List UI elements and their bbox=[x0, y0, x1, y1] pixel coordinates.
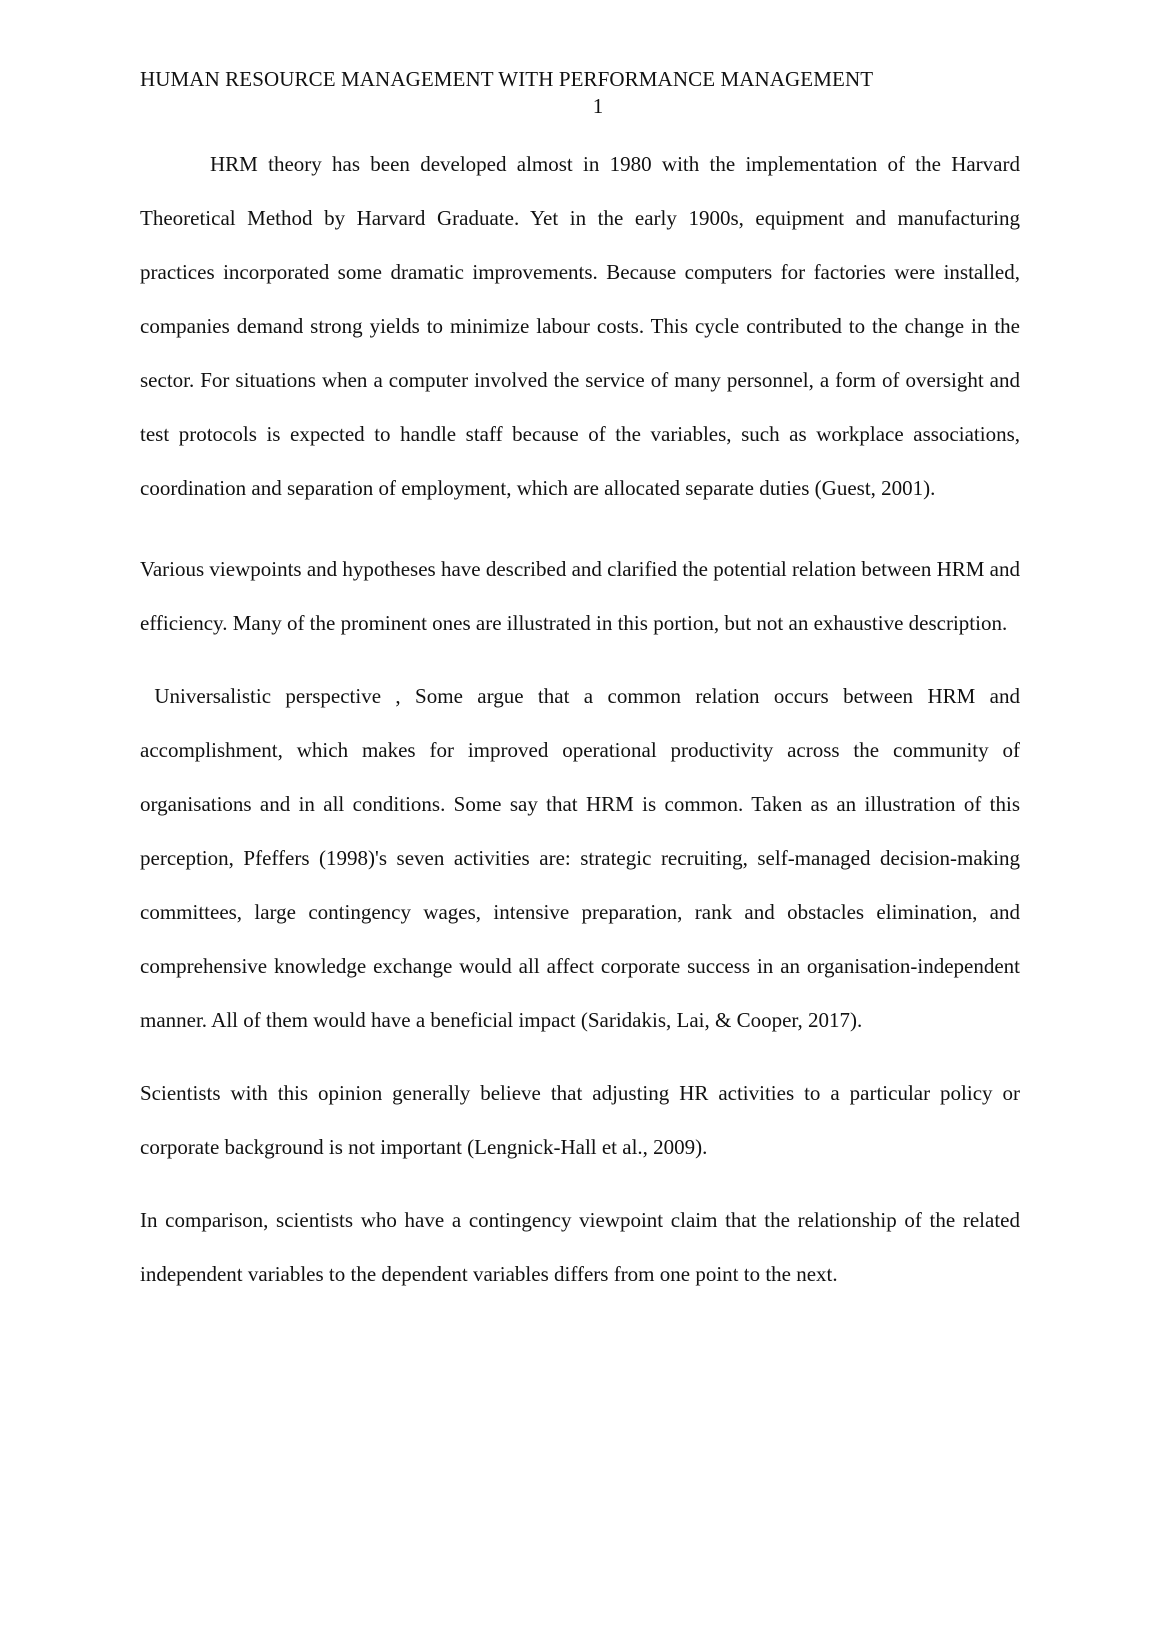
paragraph-hrm-theory: HRM theory has been developed almost in 1980 with the implementation of the Harvard Theoretical Method by Harvard Graduate. Yet in the early 1900s, equipment and manufacturing practices incorporated some dramatic improvements. Because computers for factories were installed, companies demand strong yields to minimize labour costs. This cycle contributed to the change in the sector. For situations when a computer involved the service of many personnel, a form of oversight and test protocols is expected to handle staff because of the variables, such as workplace associations, coordination and separation of employment, which are allocated separate duties (Guest, 2001). bbox=[140, 152, 1020, 500]
paragraph-scientists-opinion: Scientists with this opinion generally believe that adjusting HR activities to a particular policy or corporate background is not important (Lengnick-Hall et al., 2009). bbox=[140, 1081, 1020, 1159]
paragraph-viewpoints: Various viewpoints and hypotheses have described and clarified the potential relation between HRM and efficiency. Many of the prominent ones are illustrated in this portion, but not an exhaustive description. bbox=[140, 557, 1020, 635]
body-text bbox=[140, 137, 1026, 1301]
running-header bbox=[140, 66, 1020, 120]
page-number: 1 bbox=[592, 94, 604, 118]
paragraph-contingency: In comparison, scientists who have a contingency viewpoint claim that the relationship of the related independent variables to the dependent variables differs from one point to the next. bbox=[140, 1208, 1020, 1286]
paragraph-universalistic: Universalistic perspective , Some argue that a common relation occurs between HRM and accomplishment, which makes for improved operational productivity across the community of organisations and in all conditions. Some say that HRM is common. Taken as an illustration of this perception, Pfeffers (1998)'s seven activities are: strategic recruiting, self-managed decision-making committees, large contingency wages, intensive preparation, rank and obstacles elimination, and comprehensive knowledge exchange would all affect corporate success in an organisation-independent manner. All of them would have a beneficial impact (Saridakis, Lai, & Cooper, 2017). bbox=[140, 684, 1026, 1032]
running-head-title: HUMAN RESOURCE MANAGEMENT WITH PERFORMANCE MANAGEMENT bbox=[140, 67, 874, 91]
